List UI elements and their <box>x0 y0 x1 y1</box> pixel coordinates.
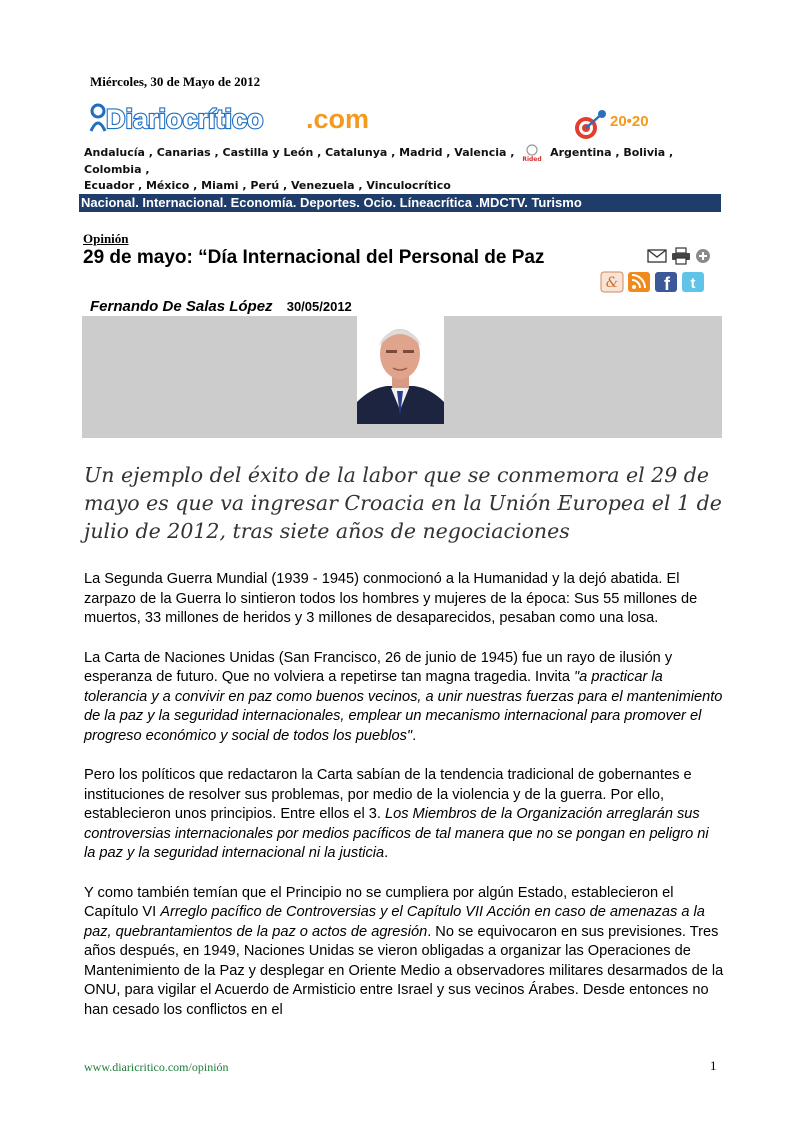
article-body <box>84 570 724 1040</box>
svg-text:20•20: 20•20 <box>610 113 649 130</box>
email-icon[interactable] <box>647 248 667 269</box>
paragraph-4: Y como también temían que el Principio no se cumpliera por algún Estado, establecieron el Capítulo VI Arreglo pacífico de Controversias y el Capítulo VII Acción en caso de amenazas a la paz, quebrantamientos de la paz o actos de agresión. No se equivocaron en sus previsiones. Tres años después, en 1949, Naciones Unidas se vieron obligadas a organizar las Operaciones de Mantenimiento de la Paz y desplegar en Oriente Medio a observadores militares desarmados de la ONU, para vigilar el Acuerdo de Armisticio entre Israel y sus vecinos Árabes. Desde entonces no han cesado los conflictos en el <box>84 884 724 1018</box>
site-logo[interactable] <box>88 101 388 135</box>
plus-icon[interactable] <box>695 248 711 269</box>
regions-america[interactable]: Argentina , Bolivia , Colombia , <box>84 146 674 176</box>
logo-graphic <box>88 101 388 135</box>
share-icon[interactable] <box>600 271 624 298</box>
paragraph-2: La Carta de Naciones Unidas (San Francisco, 26 de junio de 1945) fue un rayo de ilusión y esperanza de futuro. Que no volviera a repetirse tan magna tragedia. Invita "a practicar la tolerancia y a convivir en paz como buenos vecinos, a unir nuestras fuerzas para el mantenimiento de la paz y la seguridad internacionales, emplear un mecanismo internacional para promover el progreso económico y social de todos los pueblos". <box>84 649 723 744</box>
logo-text: Diariocrítico <box>106 104 264 134</box>
quote-capitulos: Arreglo pacífico de Controversias y el Capítulo VII Acción en caso de amenazas a la paz, quebrantamientos de la paz o actos de agresión <box>84 904 705 940</box>
facebook-icon[interactable] <box>654 271 678 298</box>
author-photo <box>357 316 444 424</box>
regions-spain[interactable]: Andalucía , Canarias , Castilla y León , Catalunya , Madrid , Valencia , <box>84 146 515 159</box>
article-headline: 29 de mayo: “Día Internacional del Personal de Paz <box>83 247 545 268</box>
regions-more[interactable]: Ecuador , México , Miami , Perú , Venezuela , Vinculocrítico <box>84 179 451 192</box>
main-nav: Nacional. Internacional. Economía. Deportes. Ocio. Líneacrítica .MDCTV. Turismo <box>79 194 721 212</box>
svg-text:Rided: Rided <box>522 156 542 162</box>
svg-text:&: & <box>605 275 619 291</box>
nav-economia[interactable]: Economía <box>230 195 293 210</box>
nav-deportes[interactable]: Deportes <box>299 195 357 210</box>
quote-principio: Los Miembros de la Organización arreglarán sus controversias internacionales por medios pacíficos de tal manera que no se pongan en peligro ni la paz y la seguridad internacional ni la justicia <box>84 806 709 861</box>
paragraph-1: La Segunda Guerra Mundial (1939 - 1945) conmocionó a la Humanidad y la dejó abatida. El zarpazo de la Guerra lo sintieron todos los hombres y mujeres de la época: Sus 55 millones de muertos, 33 millones de heridos y 3 millones de desaparecidos, pesaban como una losa. <box>84 571 698 626</box>
rss-icon[interactable] <box>627 271 651 298</box>
nav-ocio[interactable]: Ocio <box>363 195 393 210</box>
svg-text:t: t <box>690 275 696 292</box>
section-label[interactable]: Opinión <box>83 231 129 246</box>
logo-suffix: .com <box>306 104 370 134</box>
author-name[interactable]: Fernando De Salas López <box>90 298 273 315</box>
article-date: 30/05/2012 <box>286 299 352 314</box>
byline <box>90 298 352 315</box>
nav-internacional[interactable]: Internacional <box>142 195 224 210</box>
social-icons <box>600 271 705 298</box>
print-icon[interactable] <box>671 247 691 270</box>
twitter-icon[interactable] <box>681 271 705 298</box>
article-tools <box>647 247 711 270</box>
nav-lineacritica[interactable]: Líneacrítica <box>399 195 472 210</box>
quote-carta: "a practicar la tolerancia y a convivir en paz como buenos vecinos, a unir nuestras fuerzas para el mantenimiento de la paz y la seguridad internacionales, emplear un mecanismo internacional para promover el progreso económico y social de todos los pueblos" <box>84 669 723 744</box>
twenty-twenty-badge[interactable] <box>572 106 662 142</box>
footer-url[interactable]: www.diaricritico.com/opinión <box>84 1060 229 1074</box>
page-number: 1 <box>710 1058 717 1073</box>
paragraph-3: Pero los políticos que redactaron la Carta sabían de la tendencia tradicional de gobernantes e instituciones de resolver sus problemas, por medio de la violencia y de la guerra. Por ello, establecieron unos principios. Entre ellos el 3. Los Miembros de la Organización arreglarán sus controversias internacionales por medios pacíficos de tal manera que no se pongan en peligro ni la paz y la seguridad internacional ni la justicia. <box>84 767 709 861</box>
edition-date: Miércoles, 30 de Mayo de 2012 <box>90 74 261 89</box>
nav-turismo[interactable]: Turismo <box>531 195 582 210</box>
regions-list <box>84 144 724 194</box>
svg-text:f: f <box>664 274 670 293</box>
nav-nacional[interactable]: Nacional <box>81 195 136 210</box>
nav-mdctv[interactable]: MDCTV <box>479 195 525 210</box>
article-subtitle: Un ejemplo del éxito de la labor que se conmemora el 29 de mayo es que va ingresar Croacia en la Unión Europea el 1 de julio de 2012, tras siete años de negociaciones <box>84 463 722 543</box>
rided-icon[interactable] <box>520 144 544 162</box>
